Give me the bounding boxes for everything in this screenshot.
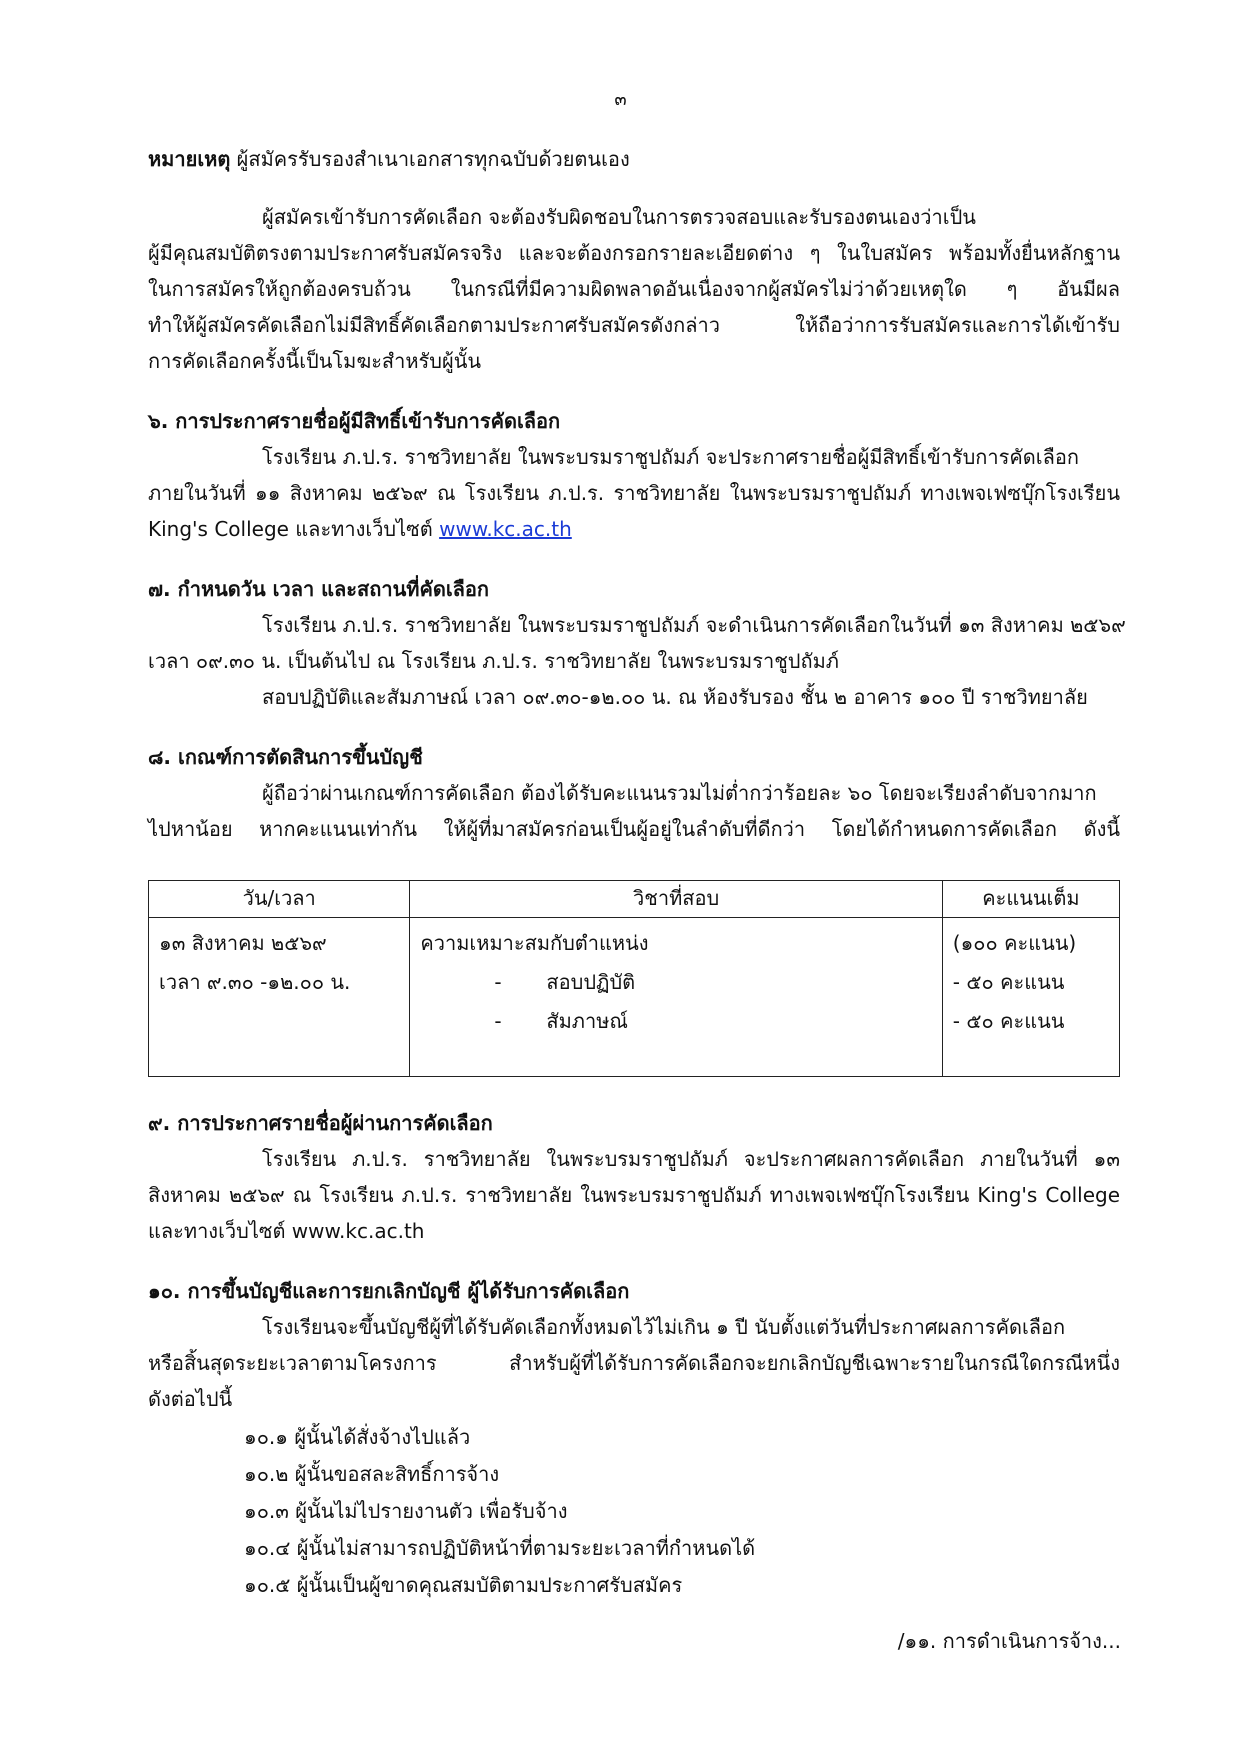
- section9-heading: ๙. การประกาศรายชื่อผู้ผ่านการคัดเลือก: [148, 1111, 493, 1135]
- disclaimer-line: ผู้สมัครเข้ารับการคัดเลือก จะต้องรับผิดชอบในการตรวจสอบและรับรองตนเองว่าเป็น: [262, 205, 976, 229]
- section6-last-prefix: King's College และทางเว็บไซต์: [148, 517, 440, 541]
- website-link[interactable]: www.kc.ac.th: [439, 517, 572, 541]
- section7-line: สอบปฏิบัติและสัมภาษณ์ เวลา ๐๙.๓๐-๑๒.๐๐ น. ณ ห้องรับรอง ชั้น ๒ อาคาร ๑๐๐ ปี ราชวิทยาลัย: [262, 685, 1088, 709]
- list-item: ๑๐.๑ ผู้นั้นได้สั่งจ้างไปแล้ว: [244, 1425, 471, 1449]
- score-practical: - ๕๐ คะแนน: [952, 970, 1065, 994]
- section10-line: หรือสิ้นสุดระยะเวลาตามโครงการ สำหรับผู้ที่ได้รับการคัดเลือกจะยกเลิกบัญชีเฉพาะรายในกรณีใดกรณีหนึ่ง: [148, 1351, 1120, 1375]
- date-cell: [149, 918, 410, 1077]
- disclaimer-line: ในการสมัครให้ถูกต้องครบถ้วน ในกรณีที่มีความผิดพลาดอันเนื่องจากผู้สมัครไม่ว่าด้วยเหตุใด ๆ อันมีผล: [148, 277, 1120, 301]
- table-row: [149, 918, 1120, 1077]
- page-number: ๓: [614, 89, 627, 110]
- section10-line: โรงเรียนจะขึ้นบัญชีผู้ที่ได้รับคัดเลือกทั้งหมดไว้ไม่เกิน ๑ ปี นับตั้งแต่วันที่ประกาศผลการคัดเลือก: [262, 1315, 1066, 1339]
- note-line: [148, 146, 630, 172]
- section9-line: สิงหาคม ๒๕๖๙ ณ โรงเรียน ภ.ป.ร. ราชวิทยาลัย ในพระบรมราชูปถัมภ์ ทางเพจเฟซบุ๊กโรงเรียน King's College: [148, 1183, 1120, 1207]
- score-cell: [942, 918, 1119, 1077]
- dash-bullet: -: [494, 1009, 502, 1033]
- section10-heading: ๑๐. การขึ้นบัญชีและการยกเลิกบัญชี ผู้ได้รับการคัดเลือก: [148, 1279, 630, 1303]
- section8-line: ไปหาน้อย หากคะแนนเท่ากัน ให้ผู้ที่มาสมัครก่อนเป็นผู้อยู่ในลำดับที่ดีกว่า โดยได้กำหนดการคัดเลือก ดังนี้: [148, 817, 1120, 841]
- table-header-score: คะแนนเต็ม: [942, 881, 1119, 918]
- subject-practical: สอบปฏิบัติ: [546, 970, 636, 994]
- section8-heading: ๘. เกณฑ์การตัดสินการขึ้นบัญชี: [148, 745, 423, 769]
- section7-line: เวลา ๐๙.๓๐ น. เป็นต้นไป ณ โรงเรียน ภ.ป.ร. ราชวิทยาลัย ในพระบรมราชูปถัมภ์: [148, 649, 839, 673]
- section6-heading: ๖. การประกาศรายชื่อผู้มีสิทธิ์เข้ารับการคัดเลือก: [148, 409, 561, 433]
- exam-date: ๑๓ สิงหาคม ๒๕๖๙: [159, 931, 327, 955]
- table-header-row: [149, 881, 1120, 918]
- continuation-footer: /๑๑. การดำเนินการจ้าง...: [897, 1629, 1121, 1653]
- table-header-date: วัน/เวลา: [149, 881, 410, 918]
- section6-line: ภายในวันที่ ๑๑ สิงหาคม ๒๕๖๙ ณ โรงเรียน ภ.ป.ร. ราชวิทยาลัย ในพระบรมราชูปถัมภ์ ทางเพจเฟซบุ๊กโรงเรียน: [148, 481, 1120, 505]
- note-text: ผู้สมัครรับรองสำเนาเอกสารทุกฉบับด้วยตนเอง: [230, 147, 630, 171]
- section9-line: โรงเรียน ภ.ป.ร. ราชวิทยาลัย ในพระบรมราชูปถัมภ์ จะประกาศผลการคัดเลือก ภายในวันที่ ๑๓: [262, 1147, 1120, 1171]
- section8-line: ผู้ถือว่าผ่านเกณฑ์การคัดเลือก ต้องได้รับคะแนนรวมไม่ต่ำกว่าร้อยละ ๖๐ โดยจะเรียงลำดับจากมาก: [262, 781, 1097, 805]
- section6-line: โรงเรียน ภ.ป.ร. ราชวิทยาลัย ในพระบรมราชูปถัมภ์ จะประกาศรายชื่อผู้มีสิทธิ์เข้ารับการคัดเลือก: [262, 445, 1079, 469]
- subject-item: [420, 1002, 931, 1041]
- list-item: ๑๐.๔ ผู้นั้นไม่สามารถปฏิบัติหน้าที่ตามระยะเวลาที่กำหนดได้: [244, 1536, 756, 1560]
- list-item: ๑๐.๓ ผู้นั้นไม่ไปรายงานตัว เพื่อรับจ้าง: [244, 1499, 568, 1523]
- list-item: ๑๐.๒ ผู้นั้นขอสละสิทธิ์การจ้าง: [244, 1462, 500, 1486]
- section7-heading: ๗. กำหนดวัน เวลา และสถานที่คัดเลือก: [148, 577, 490, 601]
- section9-line: และทางเว็บไซต์ www.kc.ac.th: [148, 1219, 425, 1243]
- disclaimer-line: การคัดเลือกครั้งนี้เป็นโมฆะสำหรับผู้นั้น: [148, 349, 482, 373]
- dash-bullet: -: [494, 970, 502, 994]
- note-label: หมายเหตุ: [148, 147, 231, 171]
- section10-line: ดังต่อไปนี้: [148, 1387, 233, 1411]
- subject-interview: สัมภาษณ์: [546, 1009, 628, 1033]
- section6-line: [148, 516, 572, 542]
- subject-main: ความเหมาะสมกับตำแหน่ง: [420, 931, 649, 955]
- section7-line: โรงเรียน ภ.ป.ร. ราชวิทยาลัย ในพระบรมราชูปถัมภ์ จะดำเนินการคัดเลือกในวันที่ ๑๓ สิงหาคม ๒๕๖๙: [262, 613, 1126, 637]
- table-header-subject: วิชาที่สอบ: [410, 881, 942, 918]
- disclaimer-line: ผู้มีคุณสมบัติตรงตามประกาศรับสมัครจริง และจะต้องกรอกรายละเอียดต่าง ๆ ในใบสมัคร พร้อมทั้งยื่นหลักฐาน: [148, 241, 1120, 265]
- exam-time: เวลา ๙.๓๐ -๑๒.๐๐ น.: [159, 970, 351, 994]
- list-item: ๑๐.๕ ผู้นั้นเป็นผู้ขาดคุณสมบัติตามประกาศรับสมัคร: [244, 1573, 683, 1597]
- selection-criteria-table: [148, 880, 1120, 1077]
- score-total: (๑๐๐ คะแนน): [952, 931, 1077, 955]
- disclaimer-line: ทำให้ผู้สมัครคัดเลือกไม่มีสิทธิ์คัดเลือกตามประกาศรับสมัครดังกล่าว ให้ถือว่าการรับสมัครและการได้เข้ารับ: [148, 313, 1120, 337]
- score-interview: - ๕๐ คะแนน: [952, 1009, 1065, 1033]
- subject-cell: [410, 918, 942, 1077]
- subject-item: [420, 963, 931, 1002]
